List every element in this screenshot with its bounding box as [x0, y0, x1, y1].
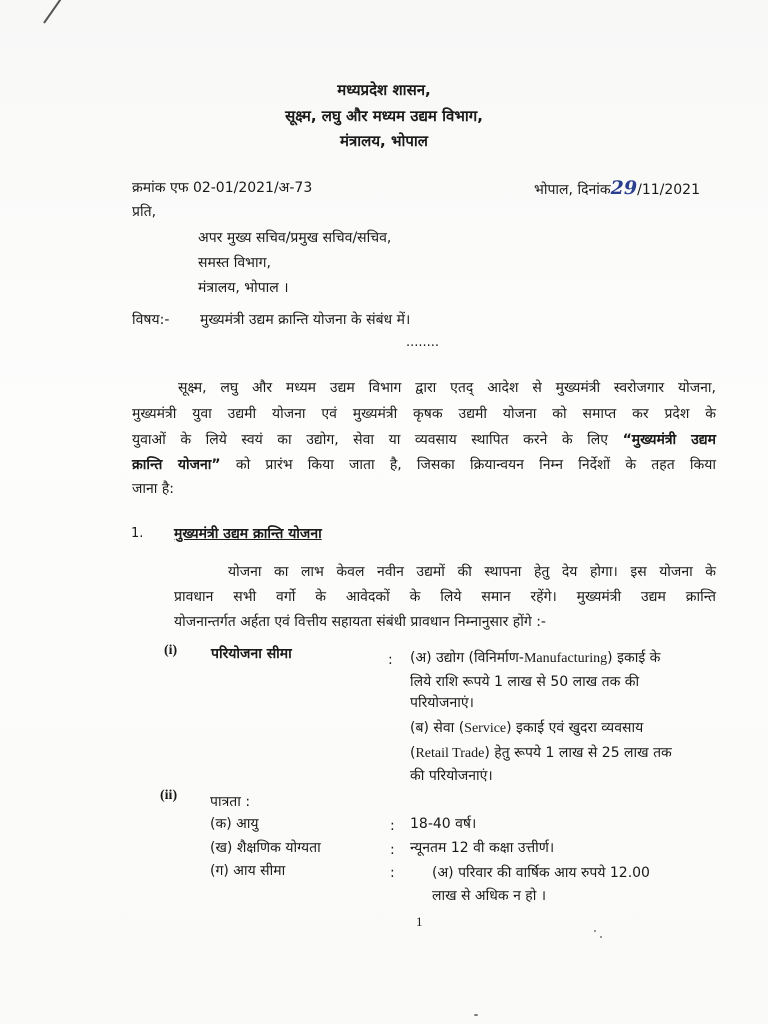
item-i-b-english: Service	[464, 721, 507, 736]
item-i-b-text-2: ) हेतु रूपये 1 लाख से 25 लाख तक	[484, 745, 672, 761]
item-i-a-line-1	[410, 648, 660, 669]
addressee-line-2: समस्त विभाग,	[198, 255, 271, 271]
addressee-line-3: मंत्रालय, भोपाल ।	[198, 280, 289, 296]
intro-line-5: जाना है:	[132, 481, 175, 497]
header-ministry: मंत्रालय, भोपाल	[340, 132, 428, 150]
item-i-b-paren: (	[410, 745, 416, 761]
intro-line-3	[132, 430, 716, 450]
reference-number: क्रमांक एफ 02-01/2021/अ-73	[132, 180, 313, 196]
eligibility-education-label: (ख) शैक्षणिक योग्यता	[210, 840, 321, 856]
eligibility-age-label: (क) आयु	[210, 816, 259, 832]
prati-label: प्रति,	[132, 204, 157, 220]
section-title: मुख्यमंत्री उद्यम क्रान्ति योजना	[174, 526, 322, 542]
intro-line-4-text: को प्रारंभ किया जाता है, जिसका क्रियान्वयन निम्न निर्देशों के तहत किया	[220, 457, 716, 473]
intro-line-1: सूक्ष्म, लघु और मध्यम उद्यम विभाग द्वारा एतद् आदेश से मुख्यमंत्री स्वरोजगार योजना,	[178, 380, 716, 396]
eligibility-age-value: 18-40 वर्ष।	[410, 816, 477, 832]
item-ii-label: पात्रता :	[210, 794, 251, 810]
eligibility-income-label: (ग) आय सीमा	[210, 863, 286, 879]
item-i-b-line-3: की परियोजनाएं।	[410, 768, 493, 784]
item-i-a-text: (अ) उद्योग (विनिर्माण-	[410, 650, 524, 666]
item-i-number: (i)	[164, 643, 178, 658]
date-suffix: /11/2021	[637, 182, 700, 198]
eligibility-income-value-line-1: (अ) परिवार की वार्षिक आय रुपये 12.00	[432, 865, 650, 881]
item-i-a-line-2: लिये राशि रूपये 1 लाख से 50 लाख तक की	[410, 674, 640, 690]
item-i-b-english-2: Retail Trade	[415, 746, 485, 761]
item-i-a-line-3: परियोजनाएं।	[410, 695, 474, 711]
intro-line-3-text: युवाओं के लिये स्वयं का उद्योग, सेवा या व्यवसाय स्थापित करने के लिए	[132, 432, 623, 448]
date-handwritten-day: 29	[610, 177, 638, 199]
eligibility-education-colon: :	[390, 842, 395, 858]
item-i-b-line-1	[410, 718, 643, 739]
intro-line-2: मुख्यमंत्री युवा उद्यमी योजना एवं मुख्यमंत्री कृषक उद्यमी योजना को समाप्त कर प्रदेश के	[132, 406, 716, 422]
scan-speck	[594, 930, 596, 932]
item-i-b-line-2	[410, 743, 672, 764]
item-i-label: परियोजना सीमा	[211, 646, 292, 662]
section-para-line-1: योजना का लाभ केवल नवीन उद्यमों की स्थापना हेतु देय होगा। इस योजना के	[228, 564, 716, 580]
scan-speck	[474, 1014, 478, 1016]
eligibility-income-value-line-2: लाख से अधिक न हो ।	[432, 888, 547, 904]
subject-label: विषय:-	[132, 312, 170, 328]
item-i-colon: :	[388, 652, 393, 668]
addressee-line-1: अपर मुख्य सचिव/प्रमुख सचिव/सचिव,	[198, 230, 392, 246]
document-date	[534, 178, 700, 200]
intro-line-4	[132, 455, 716, 475]
eligibility-education-value: न्यूनतम 12 वी कक्षा उत्तीर्ण।	[410, 840, 555, 856]
eligibility-income-colon: :	[390, 865, 395, 881]
scheme-name-bold-end: क्रान्ति योजना”	[132, 457, 221, 473]
item-i-b-text: (ब) सेवा (	[410, 720, 465, 736]
item-i-a-text-end: ) इकाई के	[607, 650, 661, 666]
date-prefix: भोपाल, दिनांक	[534, 182, 611, 198]
item-ii-number: (ii)	[160, 788, 178, 803]
section-para-line-2: प्रावधान सभी वर्गो के आवेदकों के लिये समान रहेंगे। मुख्यमंत्री उद्यम क्रान्ति	[174, 589, 716, 605]
page-number: 1	[416, 914, 423, 929]
subject-text: मुख्यमंत्री उद्यम क्रान्ति योजना के संबंध में।	[200, 312, 411, 328]
scheme-name-bold-start: “मुख्यमंत्री उद्यम	[622, 432, 716, 448]
section-para-line-3: योजनान्तर्गत अर्हता एवं वित्तीय सहायता संबंधी प्रावधान निम्नानुसार होंगे :-	[174, 614, 546, 630]
item-i-a-english: Manufacturing	[523, 651, 608, 666]
subject-dots: ........	[406, 335, 440, 350]
eligibility-age-colon: :	[390, 818, 395, 834]
header-government: मध्यप्रदेश शासन,	[337, 81, 431, 99]
header-department: सूक्ष्म, लघु और मध्यम उद्यम विभाग,	[285, 107, 483, 125]
scan-speck	[600, 936, 602, 938]
section-number: 1.	[131, 526, 144, 541]
pen-stroke-mark	[43, 0, 65, 24]
item-i-b-text-end: ) इकाई एवं खुदरा व्यवसाय	[506, 720, 644, 736]
